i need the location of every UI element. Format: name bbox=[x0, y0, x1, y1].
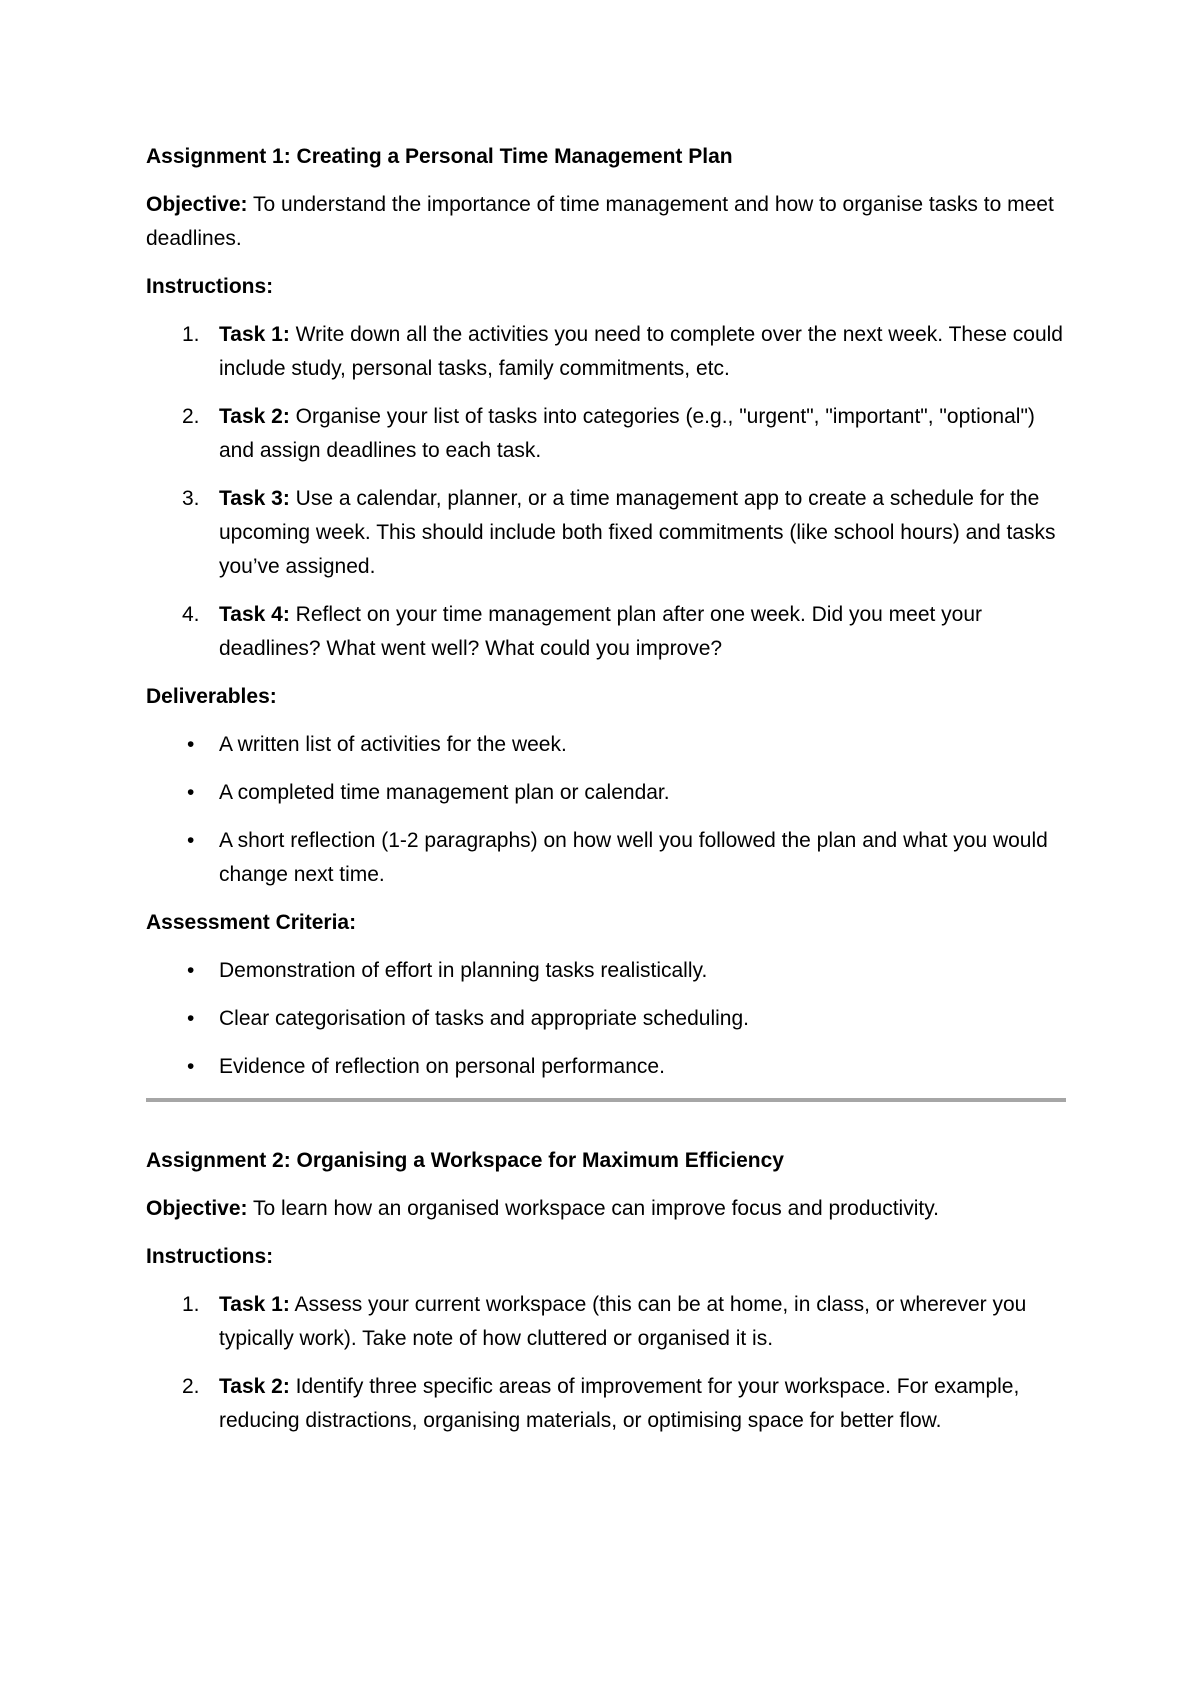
bullet-icon: • bbox=[187, 1007, 195, 1030]
task-text: Assess your current workspace (this can be at home, in class, or wherever you typically work). Take note of how cluttered or organised it is. bbox=[219, 1293, 1027, 1350]
assignment-2-section bbox=[146, 1144, 1066, 1438]
task-item bbox=[146, 1370, 1066, 1438]
bullet-icon: • bbox=[187, 829, 195, 852]
bullet-icon: • bbox=[187, 781, 195, 804]
assignment-1-deliverables-heading: Deliverables: bbox=[146, 685, 277, 708]
objective-label: Objective: bbox=[146, 1197, 248, 1220]
bullet-icon: • bbox=[187, 1055, 195, 1078]
task-number: 2. bbox=[182, 405, 200, 428]
task-label: Task 1: bbox=[219, 323, 290, 346]
task-number: 2. bbox=[182, 1375, 200, 1398]
deliverable-item bbox=[146, 824, 1066, 892]
horizontal-divider bbox=[146, 1098, 1066, 1102]
criteria-item bbox=[146, 954, 1066, 988]
task-item bbox=[146, 598, 1066, 666]
task-label: Task 2: bbox=[219, 405, 290, 428]
criteria-item bbox=[146, 1002, 1066, 1036]
assignment-2-task-list bbox=[146, 1288, 1066, 1438]
criteria-item bbox=[146, 1050, 1066, 1084]
task-number: 4. bbox=[182, 603, 200, 626]
task-label: Task 1: bbox=[219, 1293, 290, 1316]
task-label: Task 2: bbox=[219, 1375, 290, 1398]
task-number: 3. bbox=[182, 487, 200, 510]
document-page bbox=[146, 140, 1066, 1452]
assignment-2-instructions-heading: Instructions: bbox=[146, 1245, 274, 1268]
deliverable-text: A short reflection (1-2 paragraphs) on how well you followed the plan and what you would change next time. bbox=[219, 829, 1048, 886]
assignment-1-objective bbox=[146, 188, 1066, 256]
task-text: Organise your list of tasks into categories (e.g., "urgent", "important", "optional") and assign deadlines to each task. bbox=[219, 405, 1035, 462]
task-label: Task 3: bbox=[219, 487, 290, 510]
bullet-icon: • bbox=[187, 733, 195, 756]
objective-text: To understand the importance of time management and how to organise tasks to meet deadlines. bbox=[146, 193, 1054, 250]
task-text: Write down all the activities you need to complete over the next week. These could include study, personal tasks, family commitments, etc. bbox=[219, 323, 1063, 380]
deliverable-item bbox=[146, 728, 1066, 762]
assignment-2-objective bbox=[146, 1192, 1066, 1226]
task-text: Identify three specific areas of improvement for your workspace. For example, reducing distractions, organising materials, or optimising space for better flow. bbox=[219, 1375, 1020, 1432]
assignment-1-criteria-heading: Assessment Criteria: bbox=[146, 911, 357, 934]
assignment-2-title: Assignment 2: Organising a Workspace for Maximum Efficiency bbox=[146, 1149, 784, 1172]
task-item bbox=[146, 1288, 1066, 1356]
deliverable-text: A completed time management plan or calendar. bbox=[219, 781, 670, 804]
task-label: Task 4: bbox=[219, 603, 290, 626]
objective-text: To learn how an organised workspace can improve focus and productivity. bbox=[247, 1197, 939, 1220]
task-number: 1. bbox=[182, 323, 200, 346]
objective-label: Objective: bbox=[146, 193, 248, 216]
criteria-text: Evidence of reflection on personal performance. bbox=[219, 1055, 665, 1078]
assignment-1-instructions-heading: Instructions: bbox=[146, 275, 274, 298]
task-text: Use a calendar, planner, or a time management app to create a schedule for the upcoming week. This should include both fixed commitments (like school hours) and tasks you’ve assigned. bbox=[219, 487, 1056, 578]
deliverable-text: A written list of activities for the week. bbox=[219, 733, 567, 756]
assignment-1-task-list bbox=[146, 318, 1066, 666]
criteria-list bbox=[146, 954, 1066, 1084]
task-text: Reflect on your time management plan after one week. Did you meet your deadlines? What went well? What could you improve? bbox=[219, 603, 983, 660]
task-item bbox=[146, 318, 1066, 386]
bullet-icon: • bbox=[187, 959, 195, 982]
task-item bbox=[146, 400, 1066, 468]
task-item bbox=[146, 482, 1066, 584]
deliverable-item bbox=[146, 776, 1066, 810]
deliverables-list bbox=[146, 728, 1066, 892]
task-number: 1. bbox=[182, 1293, 200, 1316]
criteria-text: Clear categorisation of tasks and appropriate scheduling. bbox=[219, 1007, 749, 1030]
assignment-1-section bbox=[146, 140, 1066, 1084]
criteria-text: Demonstration of effort in planning tasks realistically. bbox=[219, 959, 708, 982]
assignment-1-title: Assignment 1: Creating a Personal Time Management Plan bbox=[146, 145, 733, 168]
